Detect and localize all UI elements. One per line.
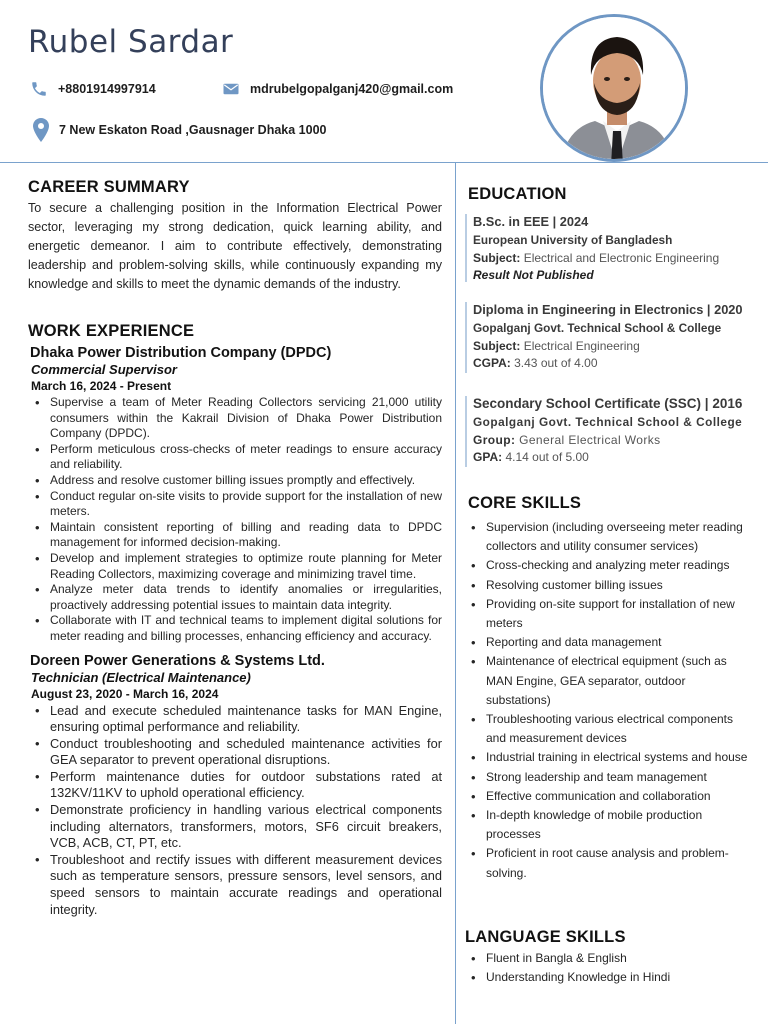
edu-degree: B.Sc. in EEE | 2024 xyxy=(473,214,589,229)
skill-item: • Industrial training in electrical systems and house xyxy=(468,748,753,767)
edu-degree: Diploma in Engineering in Electronics | 2020 xyxy=(473,302,743,317)
job-company: Doreen Power Generations & Systems Ltd. xyxy=(30,652,325,669)
language-skills-heading: LANGUAGE SKILLS xyxy=(465,928,626,946)
language-item: • Understanding Knowledge in Hindi xyxy=(468,968,765,987)
phone-icon xyxy=(30,80,48,98)
job-entry xyxy=(28,653,442,919)
edu-subject-value: Electrical Engineering xyxy=(523,339,640,353)
job-bullet: • Demonstrate proficiency in handling various electrical components including alternators, transformers, motors, SF6 circuit breakers, VCB, ACB, CT, PT, etc. xyxy=(32,802,442,852)
profile-photo xyxy=(540,14,688,162)
skill-item: • Reporting and data management xyxy=(468,633,753,652)
education-entry xyxy=(465,302,768,373)
job-entry xyxy=(28,345,442,645)
edu-institution: European University of Bangladesh xyxy=(473,233,673,247)
skill-item: • Providing on-site support for installation of new meters xyxy=(468,595,753,633)
job-bullet: • Conduct regular on-site visits to provide support for the installation of new meters. xyxy=(32,489,442,520)
mail-icon xyxy=(222,80,240,98)
job-company: Dhaka Power Distribution Company (DPDC) xyxy=(30,345,332,361)
location-pin-icon xyxy=(33,118,49,142)
job-bullets xyxy=(32,703,442,919)
core-skills-section xyxy=(468,494,768,883)
contact-email xyxy=(222,80,453,98)
skill-item: • Maintenance of electrical equipment (such as MAN Engine, GEA separator, outdoor substations) xyxy=(468,652,753,710)
job-bullets xyxy=(32,395,442,645)
job-bullet: • Maintain consistent reporting of billing and reading data to DPDC management for informed decision-making. xyxy=(32,520,442,551)
work-experience-heading: WORK EXPERIENCE xyxy=(28,322,195,340)
edu-score-value: 4.14 out of 5.00 xyxy=(505,450,589,464)
edu-score-label: GPA: xyxy=(473,450,503,464)
job-dates: August 23, 2020 - March 16, 2024 xyxy=(31,686,219,701)
edu-subject xyxy=(473,339,768,353)
edu-score-label: CGPA: xyxy=(473,356,511,370)
edu-subject-label: Group: xyxy=(473,433,516,447)
career-summary-text: To secure a challenging position in the Information Electrical Power sector, leveraging my strong dedication, quick learning ability, and energetic demeanor. I aim to contribute effectively, demonstrating leadership and problem-solving skills, while continuously expanding my knowledge and skills to meet the dynamic demands of the industry. xyxy=(28,201,442,291)
job-bullet: • Perform maintenance duties for outdoor substations rated at 132KV/11KV to uphold operational efficiency. xyxy=(32,769,442,802)
edu-subject-label: Subject: xyxy=(473,339,521,353)
education-entry xyxy=(465,396,768,467)
resume-name: Rubel Sardar xyxy=(28,24,234,60)
column-divider xyxy=(455,162,456,1024)
job-bullet: • Lead and execute scheduled maintenance tasks for MAN Engine, ensuring optimal performance and reliability. xyxy=(32,703,442,736)
career-summary-section xyxy=(28,178,442,294)
skill-item: • In-depth knowledge of mobile production processes xyxy=(468,806,753,844)
skill-item: • Troubleshooting various electrical components and measurement devices xyxy=(468,710,753,748)
job-bullet: • Develop and implement strategies to optimize route planning for Meter Reading Collectors, maximizing coverage and minimizing travel time. xyxy=(32,551,442,582)
header-divider xyxy=(0,162,768,163)
education-heading-wrap xyxy=(468,185,768,204)
language-skills-list xyxy=(468,949,765,987)
address-text: 7 New Eskaton Road ,Gausnager Dhaka 1000 xyxy=(59,123,327,137)
email-text: mdrubelgopalganj420@gmail.com xyxy=(250,82,454,96)
edu-subject xyxy=(473,251,768,265)
job-bullet: • Troubleshoot and rectify issues with different measurement devices such as temperature sensors, pressure sensors, level sensors, and speed sensors to maintain accurate readings and operational integrity. xyxy=(32,852,442,918)
contact-address xyxy=(33,118,326,142)
language-skills-section xyxy=(465,928,765,987)
career-summary-heading: CAREER SUMMARY xyxy=(28,178,190,196)
job-bullet: • Conduct troubleshooting and scheduled maintenance activities for GEA separator to prevent operational disruptions. xyxy=(32,736,442,769)
job-bullet: • Collaborate with IT and technical teams to implement digital solutions for meter reading and billing processes, enhancing efficiency and accuracy. xyxy=(32,613,442,644)
job-role: Technician (Electrical Maintenance) xyxy=(31,669,251,685)
skill-item: • Strong leadership and team management xyxy=(468,768,753,787)
edu-institution: Gopalganj Govt. Technical School & College xyxy=(473,415,743,429)
edu-score xyxy=(473,356,768,370)
work-experience-section xyxy=(28,322,442,918)
job-dates: March 16, 2024 - Present xyxy=(31,379,172,393)
skill-item: • Supervision (including overseeing meter reading collectors and utility consumer services) xyxy=(468,518,753,556)
skill-item: • Effective communication and collaboration xyxy=(468,787,753,806)
job-bullet: • Perform meticulous cross-checks of meter readings to ensure accuracy and reliability. xyxy=(32,442,442,473)
skill-item: • Proficient in root cause analysis and problem-solving. xyxy=(468,844,753,882)
skill-item: • Resolving customer billing issues xyxy=(468,576,753,595)
job-bullet: • Address and resolve customer billing issues promptly and effectively. xyxy=(32,473,442,489)
education-entry xyxy=(465,214,768,282)
education-heading: EDUCATION xyxy=(468,185,567,203)
edu-subject xyxy=(473,433,768,447)
core-skills-heading: CORE SKILLS xyxy=(468,494,582,512)
phone-text: +8801914997914 xyxy=(58,82,156,96)
edu-subject-value: General Electrical Works xyxy=(519,433,661,447)
edu-score xyxy=(473,450,768,464)
edu-institution: Gopalganj Govt. Technical School & College xyxy=(473,321,722,335)
edu-subject-label: Subject: xyxy=(473,251,521,265)
contact-phone xyxy=(30,80,156,98)
job-bullet: • Supervise a team of Meter Reading Collectors servicing 21,000 utility consumers within the Kakrail Division of Dhaka Power Distribution Company (DPDC). xyxy=(32,395,442,442)
job-bullet: • Analyze meter data trends to identify anomalies or irregularities, proactively addressing potential issues to maintain data integrity. xyxy=(32,582,442,613)
edu-subject-value: Electrical and Electronic Engineering xyxy=(523,251,720,265)
language-item: • Fluent in Bangla & English xyxy=(468,949,765,968)
core-skills-list xyxy=(468,518,753,883)
skill-item: • Cross-checking and analyzing meter readings xyxy=(468,556,753,575)
job-role: Commercial Supervisor xyxy=(31,362,177,377)
edu-degree: Secondary School Certificate (SSC) | 2016 xyxy=(473,396,743,411)
edu-result-note: Result Not Published xyxy=(473,268,594,282)
edu-score-value: 3.43 out of 4.00 xyxy=(514,356,598,370)
